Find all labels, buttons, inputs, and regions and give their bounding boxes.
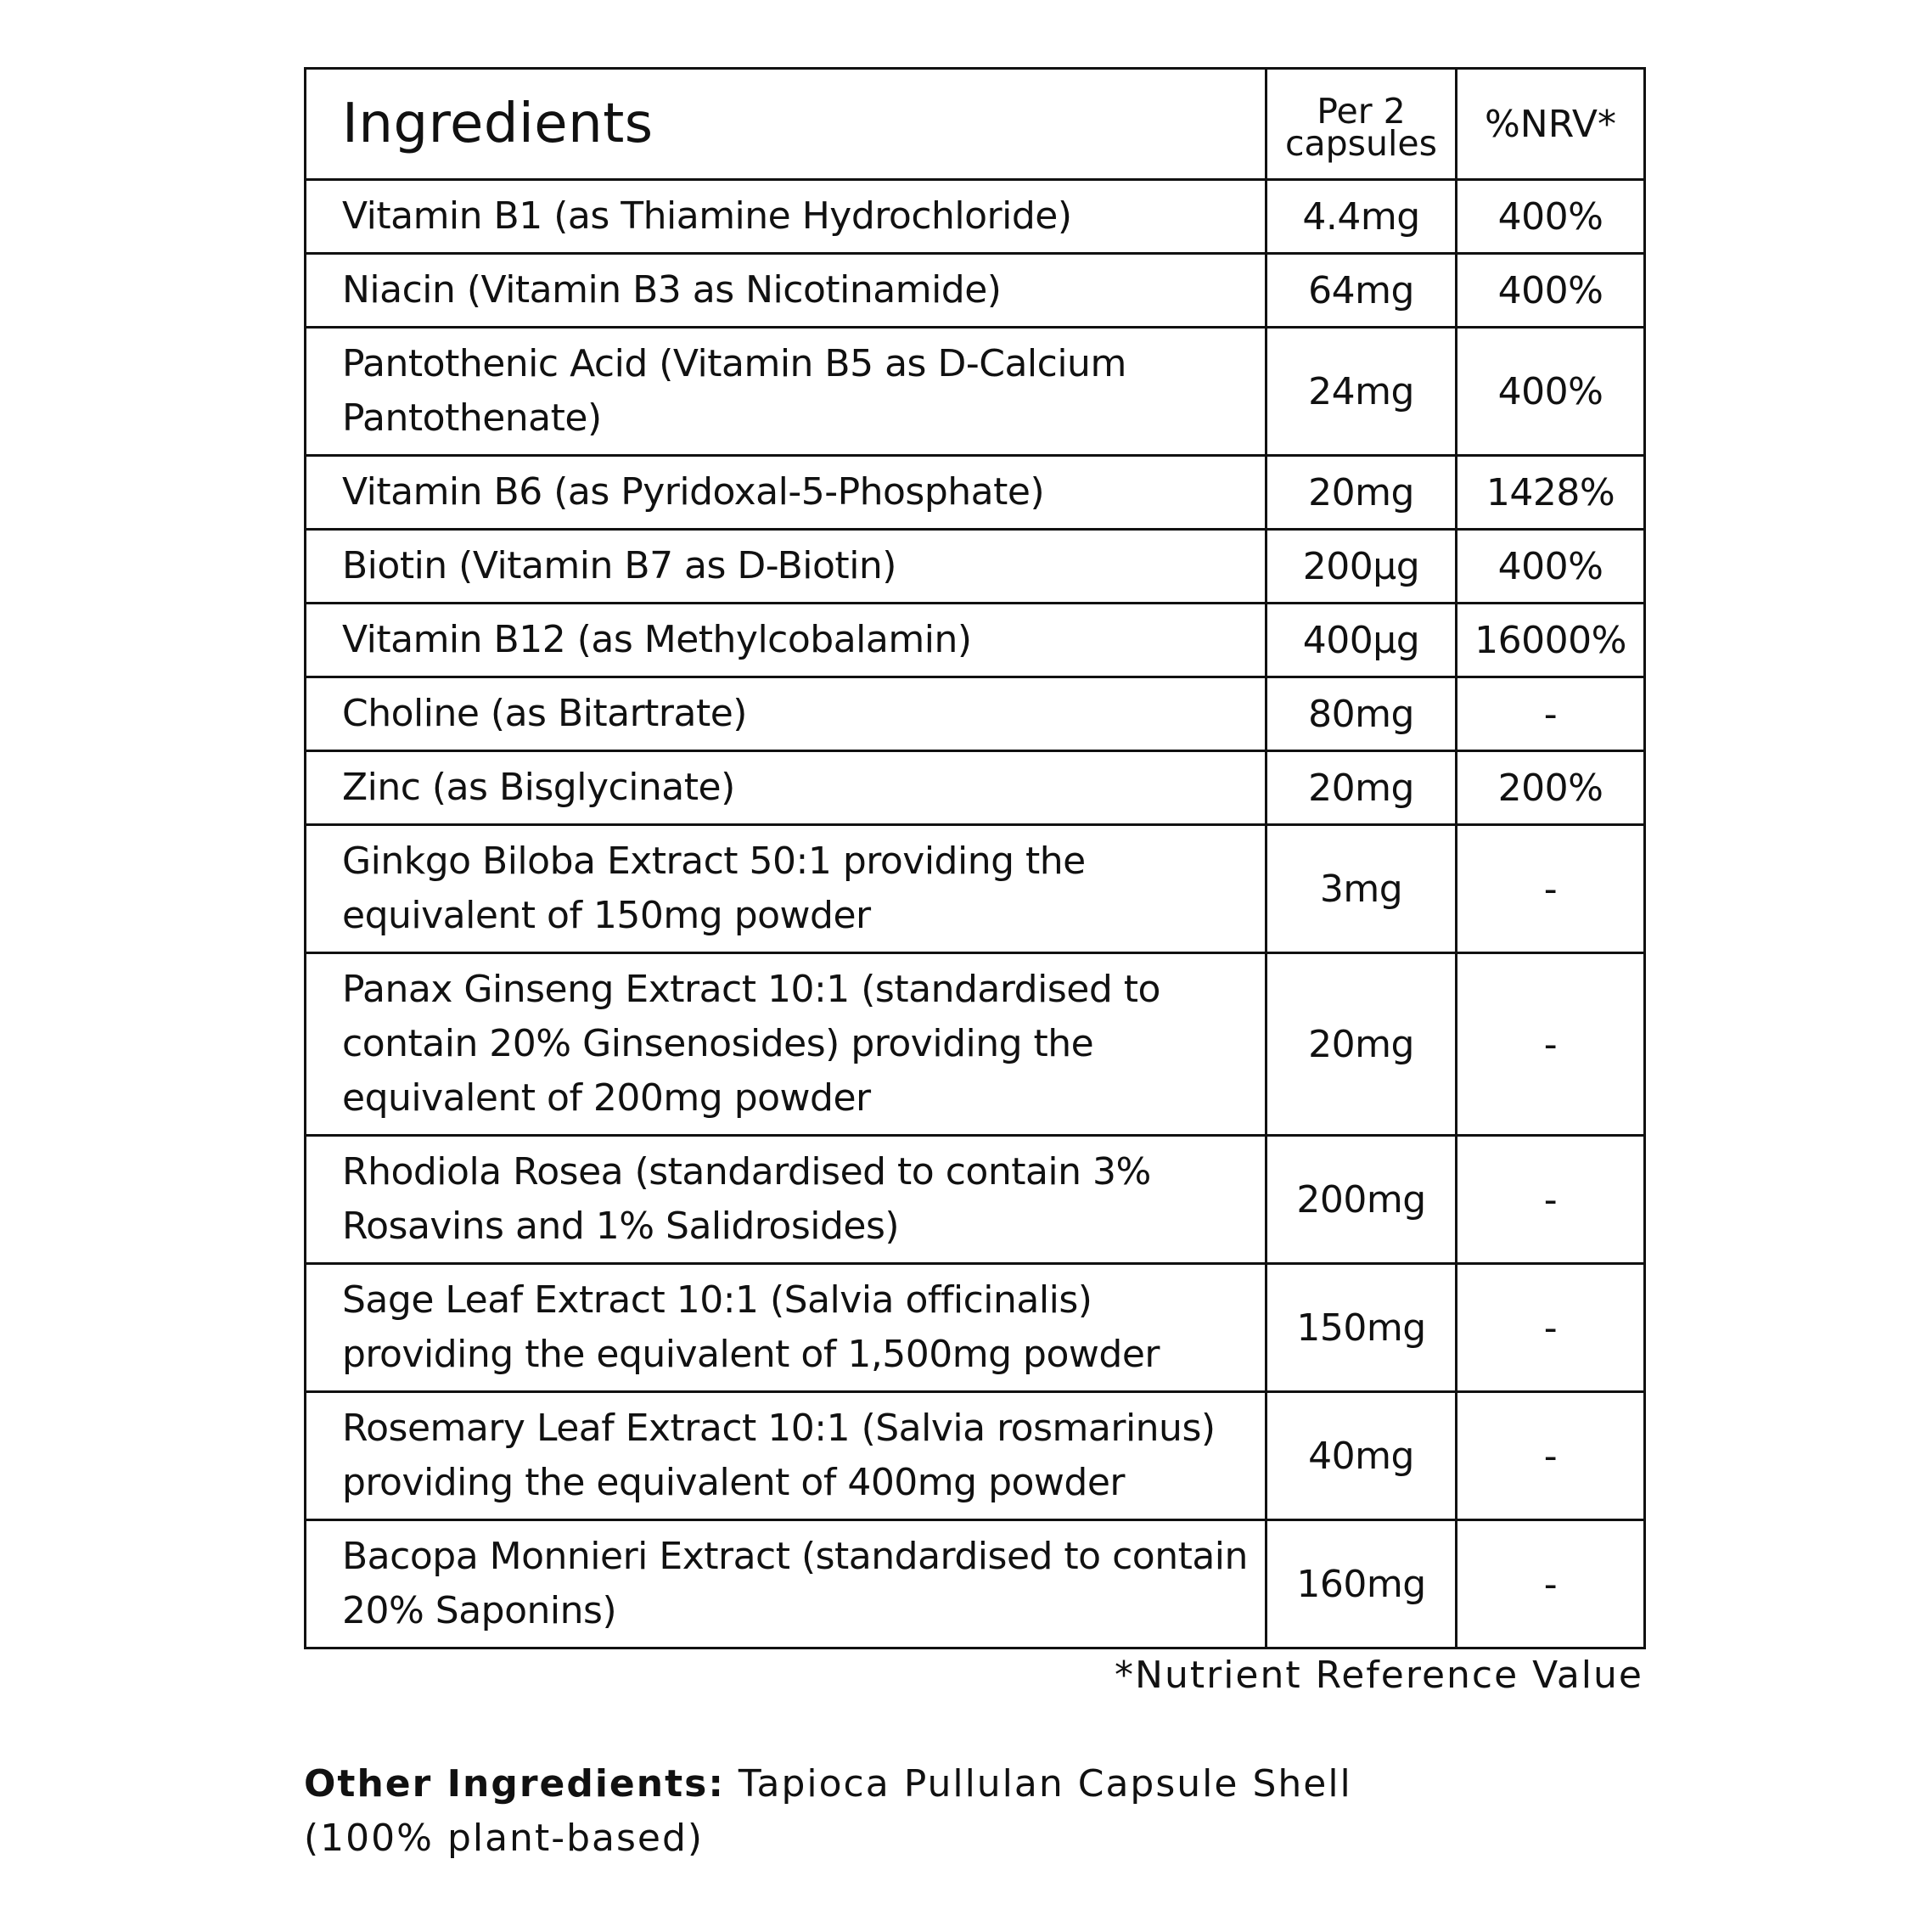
ingredient-nrv: 16000% [1457, 604, 1645, 677]
table-row [306, 1264, 1645, 1392]
ingredient-nrv: - [1457, 825, 1645, 953]
table-row [306, 328, 1645, 456]
other-ingredients-line2: (100% plant-based) [304, 1817, 705, 1860]
ingredient-name: Zinc (as Bisglycinate) [306, 751, 1266, 825]
nrv-footnote: *Nutrient Reference Value [1115, 1654, 1643, 1697]
ingredient-nrv: 400% [1457, 530, 1645, 604]
ingredient-amount: 4.4mg [1266, 180, 1457, 254]
header-amount-line2: capsules [1284, 123, 1437, 164]
ingredient-amount: 160mg [1266, 1520, 1457, 1648]
ingredient-amount: 150mg [1266, 1264, 1457, 1392]
ingredient-nrv: 400% [1457, 254, 1645, 328]
ingredient-name: Rosemary Leaf Extract 10:1 (Salvia rosmarinus) providing the equivalent of 400mg powder [306, 1392, 1266, 1520]
other-ingredients-line1: Tapioca Pullulan Capsule Shell [738, 1762, 1352, 1806]
ingredient-amount: 20mg [1266, 953, 1457, 1136]
header-per-2-capsules [1266, 69, 1457, 180]
table-row [306, 751, 1645, 825]
table-row [306, 254, 1645, 328]
ingredient-nrv: 400% [1457, 328, 1645, 456]
ingredient-nrv: - [1457, 1520, 1645, 1648]
ingredient-name: Ginkgo Biloba Extract 50:1 providing the equivalent of 150mg powder [306, 825, 1266, 953]
table-row [306, 180, 1645, 254]
ingredient-name: Bacopa Monnieri Extract (standardised to contain 20% Saponins) [306, 1520, 1266, 1648]
ingredient-amount: 200µg [1266, 530, 1457, 604]
ingredient-name: Vitamin B1 (as Thiamine Hydrochloride) [306, 180, 1266, 254]
table-row [306, 825, 1645, 953]
ingredient-name: Niacin (Vitamin B3 as Nicotinamide) [306, 254, 1266, 328]
ingredient-name: Choline (as Bitartrate) [306, 677, 1266, 751]
ingredient-nrv: - [1457, 1392, 1645, 1520]
ingredient-amount: 200mg [1266, 1136, 1457, 1264]
ingredient-nrv: - [1457, 953, 1645, 1136]
ingredient-amount: 24mg [1266, 328, 1457, 456]
ingredients-table [304, 67, 1646, 1649]
other-ingredients-label: Other Ingredients: [304, 1762, 725, 1806]
table-row [306, 1392, 1645, 1520]
ingredient-amount: 20mg [1266, 456, 1457, 530]
table-row [306, 1136, 1645, 1264]
table-row [306, 1520, 1645, 1648]
header-ingredients: Ingredients [306, 69, 1266, 180]
ingredient-name: Panax Ginseng Extract 10:1 (standardised to contain 20% Ginsenosides) providing the equivalent of 200mg powder [306, 953, 1266, 1136]
ingredient-nrv: 1428% [1457, 456, 1645, 530]
table-row [306, 530, 1645, 604]
table-row [306, 456, 1645, 530]
ingredient-name: Biotin (Vitamin B7 as D-Biotin) [306, 530, 1266, 604]
ingredient-amount: 3mg [1266, 825, 1457, 953]
ingredient-name: Vitamin B12 (as Methylcobalamin) [306, 604, 1266, 677]
ingredient-amount: 80mg [1266, 677, 1457, 751]
ingredient-amount: 40mg [1266, 1392, 1457, 1520]
header-nrv: %NRV* [1457, 69, 1645, 180]
ingredient-amount: 64mg [1266, 254, 1457, 328]
ingredient-amount: 20mg [1266, 751, 1457, 825]
ingredient-nrv: - [1457, 677, 1645, 751]
table-row [306, 953, 1645, 1136]
ingredient-name: Vitamin B6 (as Pyridoxal-5-Phosphate) [306, 456, 1266, 530]
ingredient-nrv: 400% [1457, 180, 1645, 254]
ingredient-nrv: - [1457, 1264, 1645, 1392]
ingredient-amount: 400µg [1266, 604, 1457, 677]
table-header-row [306, 69, 1645, 180]
ingredient-name: Sage Leaf Extract 10:1 (Salvia officinalis) providing the equivalent of 1,500mg powder [306, 1264, 1266, 1392]
other-ingredients [304, 1757, 1662, 1866]
table-row [306, 677, 1645, 751]
header-amount-line1: Per 2 [1317, 91, 1406, 132]
ingredient-name: Rhodiola Rosea (standardised to contain 3% Rosavins and 1% Salidrosides) [306, 1136, 1266, 1264]
ingredient-nrv: - [1457, 1136, 1645, 1264]
ingredient-name: Pantothenic Acid (Vitamin B5 as D-Calcium Pantothenate) [306, 328, 1266, 456]
ingredient-nrv: 200% [1457, 751, 1645, 825]
table-row [306, 604, 1645, 677]
